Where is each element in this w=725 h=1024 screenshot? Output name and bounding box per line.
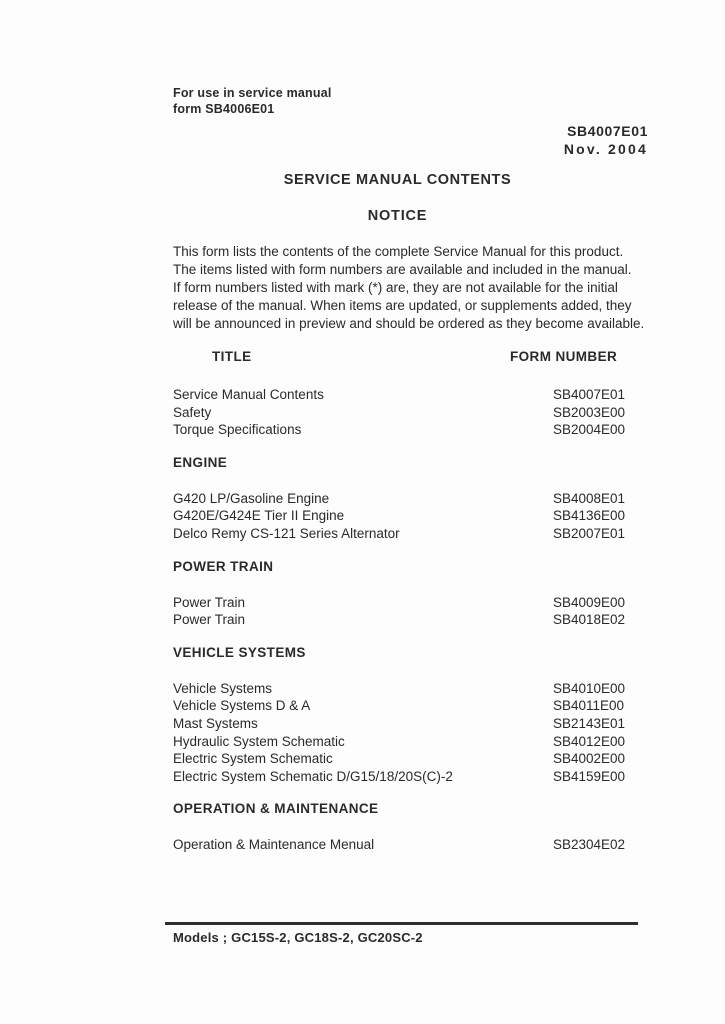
toc-item-title: Operation & Maintenance Menual — [173, 837, 375, 853]
toc-item-form-number: SB4007E01 — [553, 387, 626, 402]
toc-item-form-number: SB4011E00 — [553, 698, 625, 714]
document-number: SB4007E01 — [567, 123, 648, 139]
toc-section-general — [173, 386, 648, 439]
page-title: SERVICE MANUAL CONTENTS — [283, 172, 512, 188]
toc-row — [173, 611, 648, 629]
table-column-header — [173, 349, 648, 365]
section-heading-power-train: POWER TRAIN — [173, 558, 274, 574]
toc-item-form-number: SB4012E00 — [553, 733, 626, 749]
use-note-line-1: For use in service manual — [173, 86, 332, 100]
toc-item-title: G420 LP/Gasoline Engine — [173, 490, 330, 506]
toc-row — [173, 697, 648, 715]
toc-item-form-number: SB4018E02 — [553, 612, 626, 628]
section-heading-operation-maintenance: OPERATION & MAINTENANCE — [173, 801, 379, 817]
document-reference — [173, 122, 648, 158]
toc-section-power-train — [173, 594, 648, 629]
page-content — [173, 85, 648, 854]
footer-models: Models ; GC15S-2, GC18S-2, GC20SC-2 — [173, 929, 423, 945]
toc-item-title: Electric System Schematic D/G15/18/20S(C)-2 — [173, 768, 453, 784]
toc-item-title: Electric System Schematic — [173, 751, 333, 767]
column-header-title: TITLE — [212, 349, 252, 364]
toc-row — [173, 836, 648, 854]
notice-title-wrap — [173, 208, 622, 224]
notice-line: will be announced in preview and should be ordered as they become available. — [173, 316, 645, 331]
toc-row — [173, 594, 648, 612]
document-date: Nov. 2004 — [563, 141, 648, 157]
toc-section-operation-maintenance — [173, 836, 648, 854]
toc-section-vehicle-systems — [173, 680, 648, 786]
toc-item-title: Safety — [173, 404, 212, 420]
toc-row — [173, 750, 648, 768]
toc-row — [173, 680, 648, 698]
toc-row — [173, 490, 648, 508]
toc-item-title: Power Train — [173, 594, 246, 610]
toc-item-form-number: SB2143E01 — [553, 715, 626, 731]
toc-item-title: Mast Systems — [173, 715, 258, 731]
notice-heading: NOTICE — [367, 208, 428, 224]
toc-row — [173, 421, 648, 439]
toc-row — [173, 768, 648, 786]
toc-item-title: Torque Specifications — [173, 422, 302, 438]
notice-paragraph — [173, 243, 648, 333]
toc-row — [173, 715, 648, 733]
toc-item-title: Service Manual Contents — [173, 387, 324, 402]
toc-item-title: Delco Remy CS-121 Series Alternator — [173, 525, 400, 541]
toc-item-form-number: SB2007E01 — [553, 525, 626, 541]
toc-row — [173, 404, 648, 422]
footer-divider — [165, 922, 638, 925]
use-note-line-2: form SB4006E01 — [173, 102, 275, 116]
toc-row — [173, 525, 648, 543]
toc-row — [173, 507, 648, 525]
toc-row — [173, 386, 648, 404]
toc-item-title: Vehicle Systems — [173, 680, 273, 696]
toc-item-title: Power Train — [173, 612, 246, 628]
toc-section-engine — [173, 490, 648, 543]
toc-item-title: G420E/G424E Tier II Engine — [173, 508, 345, 524]
toc-item-form-number: SB4136E00 — [553, 508, 626, 524]
toc-item-form-number: SB4008E01 — [553, 490, 626, 506]
toc-row — [173, 733, 648, 751]
toc-item-form-number: SB2004E00 — [553, 422, 626, 438]
toc-item-form-number: SB4002E00 — [553, 751, 626, 767]
column-header-form-number: FORM NUMBER — [510, 349, 618, 364]
page-footer — [165, 922, 638, 945]
toc-item-title: Vehicle Systems D & A — [173, 698, 311, 714]
notice-line: This form lists the contents of the complete Service Manual for this product. — [173, 244, 624, 259]
toc-item-title: Hydraulic System Schematic — [173, 733, 345, 749]
use-note — [173, 85, 648, 117]
toc-item-form-number: SB2003E00 — [553, 404, 626, 420]
toc-item-form-number: SB4159E00 — [553, 768, 626, 784]
notice-line: The items listed with form numbers are available and included in the manual. — [173, 262, 632, 277]
toc-item-form-number: SB2304E02 — [553, 837, 626, 853]
section-heading-vehicle-systems: VEHICLE SYSTEMS — [173, 644, 306, 660]
notice-line: If form numbers listed with mark (*) are, they are not available for the initial — [173, 280, 618, 295]
main-title-wrap — [173, 172, 622, 188]
toc-item-form-number: SB4010E00 — [553, 680, 626, 696]
toc-item-form-number: SB4009E00 — [553, 594, 626, 610]
section-heading-engine: ENGINE — [173, 454, 228, 470]
notice-line: release of the manual. When items are updated, or supplements added, they — [173, 298, 632, 313]
